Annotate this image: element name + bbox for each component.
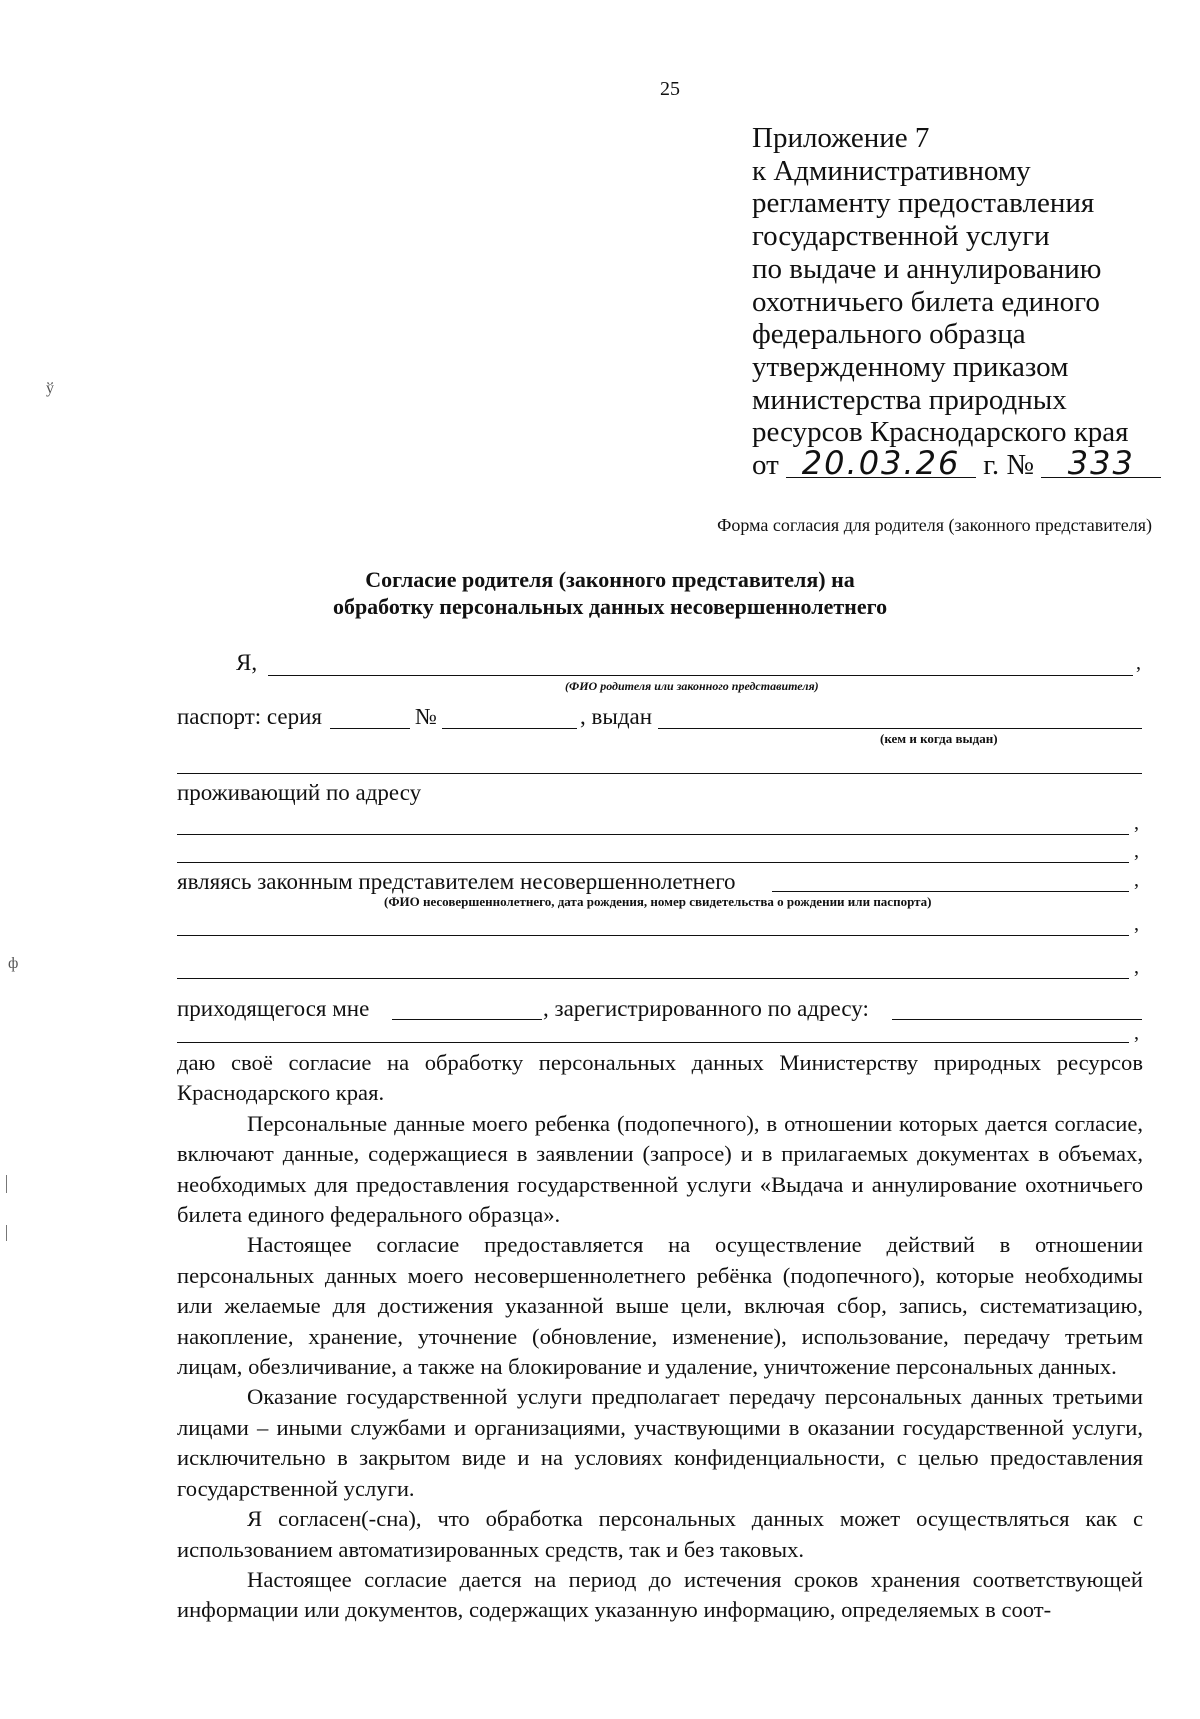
address-label: проживающий по адресу	[177, 780, 422, 805]
minor-info-field-2[interactable]	[177, 935, 1129, 936]
comma: ,	[1134, 913, 1139, 935]
number-prefix: г. №	[983, 449, 1035, 482]
scan-artifact-mark	[6, 1225, 7, 1241]
document-title	[0, 566, 1200, 620]
margin-mark: ў	[46, 380, 54, 397]
appendix-line: ресурсов Краснодарского края	[752, 416, 1129, 449]
i-label: Я,	[236, 650, 258, 675]
parent-name-caption: (ФИО родителя или законного представителя)	[565, 679, 819, 693]
appendix-date-line	[752, 444, 1161, 483]
appendix-line: охотничьего билета единого	[752, 285, 1100, 318]
page-number: 25	[660, 78, 680, 100]
passport-series-field[interactable]	[330, 728, 410, 729]
appendix-line: утвержденному приказом	[752, 350, 1069, 383]
paragraph: Персональные данные моего ребенка (подопечного), в отношении которых дается согласие, включают данные, содержащиеся в заявлении (запросе) и в прилагаемых документах в объемах, необходимых для предоставления государственной услуги «Выдача и аннулирование охотничьего билета единого федерального образца».	[177, 1110, 1143, 1228]
title-line-1: Согласие родителя (законного представителя) на	[365, 567, 855, 592]
registered-address-field-2[interactable]	[177, 1042, 1129, 1043]
appendix-block	[752, 122, 1161, 482]
representative-label: являясь законным представителем несовершеннолетнего	[177, 869, 736, 894]
issued-label: , выдан	[580, 704, 653, 729]
handwritten-date: 20.03.26	[786, 449, 976, 478]
passport-number-field[interactable]	[442, 728, 577, 729]
appendix-line: министерства природных	[752, 383, 1067, 416]
paragraph: Настоящее согласие предоставляется на осуществление действий в отношении персональных данных моего несовершеннолетнего ребёнка (подопечного), которые необходимы или желаемые для достижения указанной выше цели, включая сбор, запись, систематизацию, накопление, хранение, уточнение (обновление, изменение), использование, передачу третьим лицам, обезличивание, а также на блокирование и удаление, уничтожение персональных данных.	[177, 1232, 1143, 1380]
handwritten-number: 333	[1041, 449, 1161, 478]
appendix-line: к Административному	[752, 154, 1031, 187]
comma: ,	[1134, 812, 1139, 834]
appendix-line: федерального образца	[752, 318, 1026, 351]
paragraph: даю своё согласие на обработку персональных данных Министерству природных ресурсов Краснодарского края.	[177, 1050, 1143, 1106]
minor-info-field-3[interactable]	[177, 978, 1129, 979]
paragraph: Настоящее согласие дается на период до истечения сроков хранения соответствующей информации или документов, содержащих указанную информацию, определяемых в соот-	[177, 1566, 1143, 1623]
comma: ,	[1134, 840, 1139, 862]
paragraph: Я согласен(-сна), что обработка персональных данных может осуществляться как с использованием автоматизированных средств, так и без таковых.	[177, 1506, 1143, 1562]
title-line-2: обработку персональных данных несовершеннолетнего	[332, 594, 888, 619]
issued-by-field-2[interactable]	[177, 773, 1142, 774]
appendix-line: регламенту предоставления	[752, 187, 1095, 220]
appendix-line: Приложение 7	[752, 122, 930, 154]
passport-number-label: №	[415, 704, 437, 729]
date-prefix: от	[752, 449, 779, 482]
minor-info-caption: (ФИО несовершеннолетнего, дата рождения, номер свидетельства о рождении или паспорта)	[384, 894, 932, 909]
passport-label: паспорт: серия	[177, 704, 323, 729]
issued-by-field[interactable]	[658, 728, 1142, 729]
address-field-2[interactable]	[177, 862, 1129, 863]
comma: ,	[1136, 652, 1141, 674]
minor-info-field[interactable]	[772, 891, 1129, 892]
appendix-line: государственной услуги	[752, 220, 1050, 253]
registered-label: , зарегистрированного по адресу:	[543, 996, 869, 1021]
comma: ,	[1134, 869, 1139, 891]
issued-caption: (кем и когда выдан)	[880, 731, 998, 746]
form-label: Форма согласия для родителя (законного представителя)	[717, 515, 1152, 535]
relation-field[interactable]	[392, 1019, 542, 1020]
relation-label: приходящегося мне	[177, 996, 370, 1021]
consent-body	[177, 1048, 1143, 1626]
address-field-1[interactable]	[177, 834, 1129, 835]
paragraph: Оказание государственной услуги предполагает передачу персональных данных третьими лицами – иными службами и организациями, участвующими в оказании государственной услуги, исключительно в закрытом виде и на условиях конфиденциальности, с целью предоставления государственной услуги.	[177, 1384, 1143, 1501]
comma: ,	[1134, 1022, 1139, 1044]
margin-mark: ф	[8, 955, 19, 972]
appendix-line: по выдаче и аннулированию	[752, 252, 1102, 285]
registered-address-field[interactable]	[892, 1019, 1142, 1020]
scan-artifact-mark	[6, 1175, 7, 1193]
parent-name-field[interactable]	[268, 675, 1133, 676]
comma: ,	[1134, 956, 1139, 978]
